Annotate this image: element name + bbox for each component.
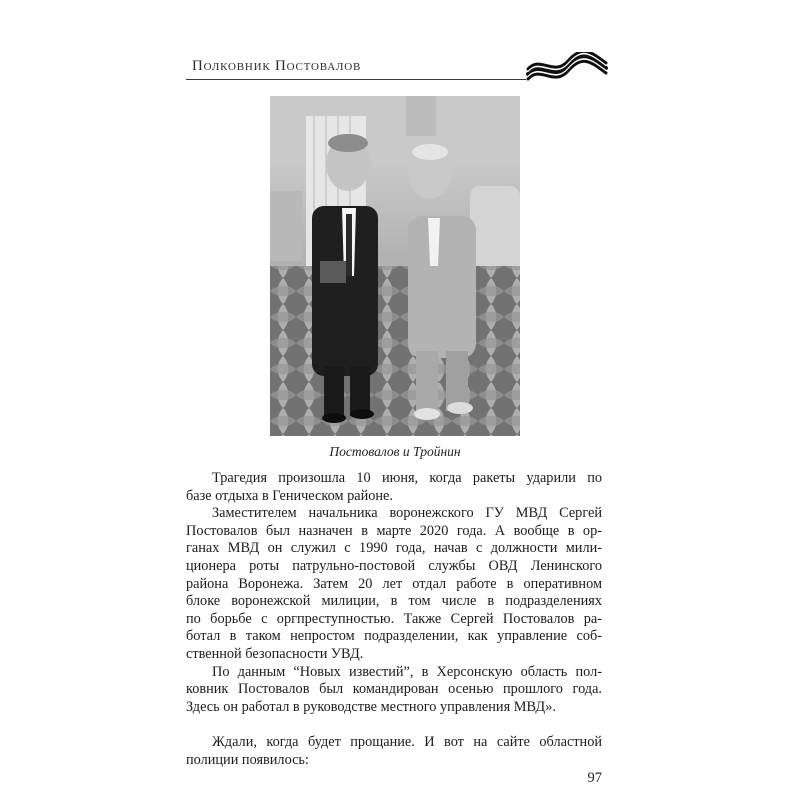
running-header (186, 52, 610, 82)
text-line: По данным “Новых известий”, в Херсонскую область пол- (212, 663, 602, 680)
page-number: 97 (587, 770, 602, 786)
text-line: Заместителем начальника воронежского ГУ МВД Сергей (212, 505, 602, 522)
text-line: полиции появилось: (186, 751, 309, 768)
photo-image (270, 96, 520, 436)
text-line: ковник Постовалов был командирован осенью прошлого года. (186, 681, 602, 698)
ribbon-icon (524, 52, 610, 82)
text-line: ганах МВД он служил с 1990 года, начав с должности мили- (186, 540, 602, 557)
text-line: по борьбе с оргпреступностью. Также Сергей Постовалов ра- (186, 610, 602, 627)
text-line: Здесь он работал в руководстве местного управления МВД». (186, 698, 556, 715)
text-line: Трагедия произошла 10 июня, когда ракеты ударили по (212, 470, 602, 486)
photo (270, 96, 520, 436)
text-line: ционера роты патрульно-постовой службы ОВД Ленинского (186, 557, 602, 574)
body-text (186, 470, 602, 770)
text-line: ственной безопасности УВД. (186, 645, 364, 662)
paragraph (186, 664, 602, 717)
header-rule (186, 79, 526, 80)
header-title: Полковник Постовалов (192, 58, 362, 74)
paragraph-gap (186, 716, 602, 734)
text-line: базе отдыха в Геническом районе. (186, 487, 393, 504)
text-line: ботал в таком непростом подразделении, как управление соб- (186, 628, 602, 645)
paragraph (186, 505, 602, 663)
text-line: Постовалов был назначен в марте 2020 года. А вообще в ор- (186, 522, 602, 539)
text-line: блоке воронежской милиции, в том числе в подразделениях (186, 593, 602, 610)
paragraph (186, 470, 602, 505)
paragraph (186, 734, 602, 769)
photo-caption: Постовалов и Тройнин (329, 444, 461, 459)
text-line: Ждали, когда будет прощание. И вот на сайте областной (212, 734, 602, 751)
text-line: района Воронежа. Затем 20 лет отдал работе в оперативном (186, 575, 602, 592)
